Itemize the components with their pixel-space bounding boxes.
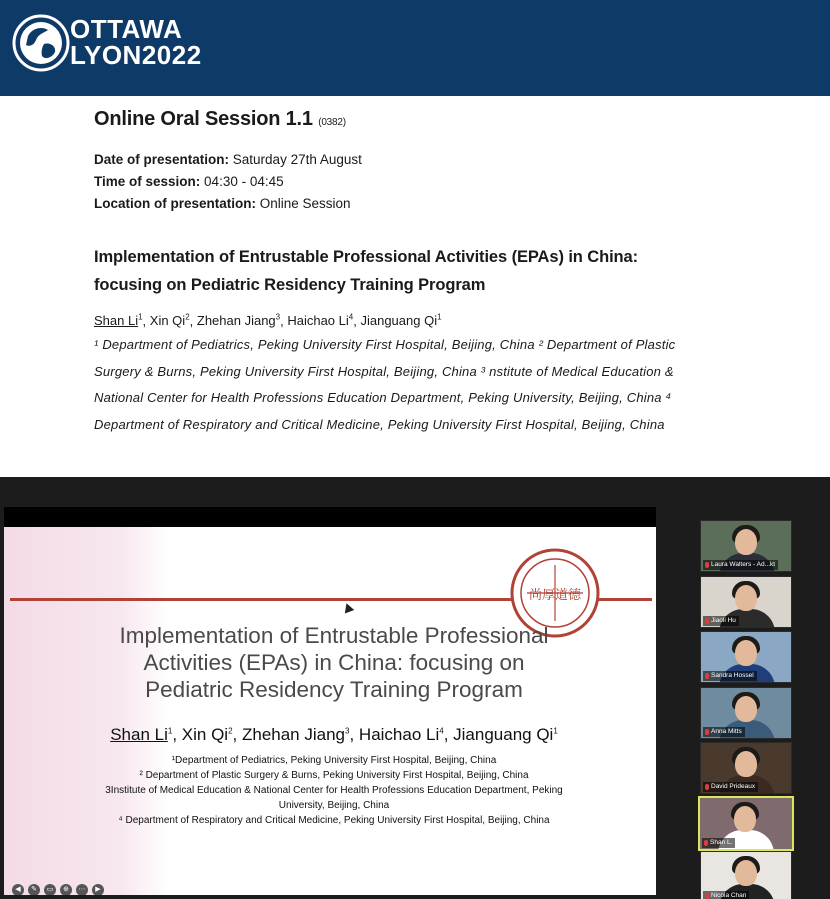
time-row xyxy=(94,171,754,193)
abstract-author xyxy=(94,313,143,328)
abstract-author xyxy=(360,313,441,328)
slide-controls xyxy=(12,884,104,895)
participant-name: Laura Walters - Ad...kt xyxy=(703,560,778,570)
muted-mic-icon xyxy=(704,840,708,846)
pen-icon[interactable]: ✎ xyxy=(28,884,40,895)
muted-mic-icon xyxy=(705,618,709,624)
slide-author-affiliation-number: 1 xyxy=(167,726,173,736)
logo-line-2: LYON2022 xyxy=(70,40,202,70)
session-title xyxy=(94,108,754,131)
affiliation-line-4: Department of Respiratory and Critical Medicine, Peking University First Hospital, Beijing, China xyxy=(94,416,665,432)
abstract-author-name: Shan Li xyxy=(94,313,139,329)
muted-mic-icon xyxy=(705,893,709,899)
slide-affiliation-4: University, Beijing, China xyxy=(278,800,390,811)
muted-mic-icon xyxy=(705,784,709,790)
affiliation-line-1: ¹ Department of Pediatrics, Peking University First Hospital, Beijing, China ² Department of Plastic xyxy=(94,337,676,353)
participant-face xyxy=(735,640,757,666)
slide-affiliation-2: ² Department of Plastic Surgery & Burns, Peking University First Hospital, Beijing, China xyxy=(139,770,529,781)
abstract-title-line-1: Implementation of Entrustable Professional Activities (EPAs) in China: xyxy=(94,248,639,266)
next-slide-icon[interactable]: ▶ xyxy=(92,884,104,895)
abstract-author-name: Jianguang Qi xyxy=(360,313,438,329)
slide-authors: Shan Li$^1$, Xin Qi$^2$, Zhehan Jiang$^3$, Haichao Li$^4$, Jianguang Qi$^1$ xyxy=(110,725,558,744)
slide-title-line-1: Implementation of Entrustable Professional xyxy=(119,623,549,648)
abstract-author xyxy=(197,313,280,328)
location-row xyxy=(94,193,754,215)
slide-author xyxy=(182,725,233,744)
slide-title-line-3: Pediatric Residency Training Program xyxy=(145,677,523,702)
date-value: Saturday 27th August xyxy=(232,152,362,167)
abstract-author-affiliation-number: 2 xyxy=(185,313,190,322)
conference-logo xyxy=(12,12,212,74)
slide-author-affiliation-number: 2 xyxy=(228,726,233,736)
abstract-author-name: Xin Qi xyxy=(149,313,186,329)
abstract-author-affiliation-number: 3 xyxy=(275,313,281,322)
slide-affiliation-1: ¹Department of Pediatrics, Peking University First Hospital, Beijing, China xyxy=(171,755,497,766)
globe-icon xyxy=(12,14,70,72)
slide-author-affiliation-number: 4 xyxy=(439,726,444,736)
muted-mic-icon xyxy=(705,673,709,679)
zoom-icon[interactable]: ⊕ xyxy=(60,884,72,895)
location-label: Location of presentation: xyxy=(94,196,256,211)
session-code: (0382) xyxy=(318,117,346,128)
participant-tile[interactable] xyxy=(698,796,794,851)
affiliation-line-2: Surgery & Burns, Peking University First Hospital, Beijing, China ³ nstitute of Medical Education & xyxy=(94,363,674,379)
participant-tile[interactable] xyxy=(700,687,792,739)
slide-author xyxy=(453,725,558,744)
mouse-cursor-icon xyxy=(342,602,354,614)
session-info xyxy=(94,108,754,438)
more-options-icon[interactable]: ⋯ xyxy=(76,884,88,895)
abstract-title-line-2: focusing on Pediatric Residency Training Program xyxy=(94,276,486,294)
slide-author-name: Haichao Li xyxy=(358,725,440,744)
logo-wordmark xyxy=(70,16,202,68)
slide-author-affiliation-number: 3 xyxy=(345,726,350,736)
muted-mic-icon xyxy=(705,729,709,735)
slide-title-line-2: Activities (EPAs) in China: focusing on xyxy=(143,650,525,675)
abstract-author-name: Zhehan Jiang xyxy=(196,313,276,329)
abstract-author-affiliation-number: 1 xyxy=(138,313,143,322)
participant-face xyxy=(734,806,756,832)
time-label: Time of session: xyxy=(94,174,201,189)
slide-title xyxy=(34,622,634,703)
muted-mic-icon xyxy=(705,562,709,568)
previous-slide-icon[interactable]: ◀ xyxy=(12,884,24,895)
participant-name: Jiaoli Hu xyxy=(703,616,739,626)
participant-name: Nicola Chan xyxy=(703,891,749,899)
date-label: Date of presentation: xyxy=(94,152,230,167)
location-value: Online Session xyxy=(259,196,351,211)
date-row xyxy=(94,149,754,171)
slide-affiliations xyxy=(44,753,624,828)
slide-author-name: Zhehan Jiang xyxy=(241,725,346,744)
header-banner xyxy=(0,0,830,96)
presentation-slide xyxy=(4,527,656,895)
slide-author-name: Jianguang Qi xyxy=(453,725,554,744)
svg-text:尚厚道德: 尚厚道德 xyxy=(528,588,582,603)
logo-line-1: OTTAWA xyxy=(70,14,183,44)
slide-author-affiliation-number: 1 xyxy=(553,726,558,736)
participant-name: David Prideaux xyxy=(703,782,758,792)
abstract-author-affiliation-number: 4 xyxy=(348,313,354,322)
participant-name: Anna Mitts xyxy=(703,727,745,737)
abstract-affiliations xyxy=(94,332,754,438)
participant-face xyxy=(735,696,757,722)
participant-face xyxy=(735,751,757,777)
participant-tile[interactable] xyxy=(700,742,792,794)
slide-author xyxy=(110,725,172,744)
participant-tile[interactable] xyxy=(700,576,792,628)
affiliation-line-3: National Center for Health Professions Education Department, Peking University, Beijing, China ⁴ xyxy=(94,390,672,406)
participant-face xyxy=(735,585,757,611)
time-value: 04:30 - 04:45 xyxy=(204,174,284,189)
participant-face xyxy=(735,860,757,886)
abstract-author-name: Haichao Li xyxy=(287,313,349,329)
abstract-author xyxy=(287,313,353,328)
session-meta xyxy=(94,149,754,215)
participant-name: Shan L. xyxy=(702,838,735,848)
slide-side-panel xyxy=(4,527,169,895)
slide-author-name: Xin Qi xyxy=(181,725,229,744)
session-title-text: Online Oral Session 1.1 xyxy=(94,108,313,130)
abstract-authors: Shan Li$^1$, Xin Qi$^2$, Zhehan Jiang$^3$, Haichao Li$^4$, Jianguang Qi$^1$ xyxy=(94,313,442,329)
participant-tile[interactable] xyxy=(700,851,792,899)
participant-face xyxy=(735,529,757,555)
participant-tile[interactable] xyxy=(700,631,792,683)
slide-affiliation-5: ⁴ Department of Respiratory and Critical Medicine, Peking University First Hospital, Beijing, China xyxy=(118,815,550,826)
slide-author xyxy=(359,725,444,744)
slide-author xyxy=(242,725,349,744)
slide-affiliation-3: 3Institute of Medical Education & National Center for Health Professions Education Department, Peking xyxy=(105,785,563,796)
captions-icon[interactable]: ▭ xyxy=(44,884,56,895)
abstract-author-affiliation-number: 1 xyxy=(437,313,442,322)
participant-name: Sandra Hossel xyxy=(703,671,757,681)
abstract-title xyxy=(94,243,754,299)
slide-author-name: Shan Li xyxy=(110,725,168,744)
abstract-author xyxy=(150,313,190,328)
participant-tile[interactable] xyxy=(700,520,792,572)
